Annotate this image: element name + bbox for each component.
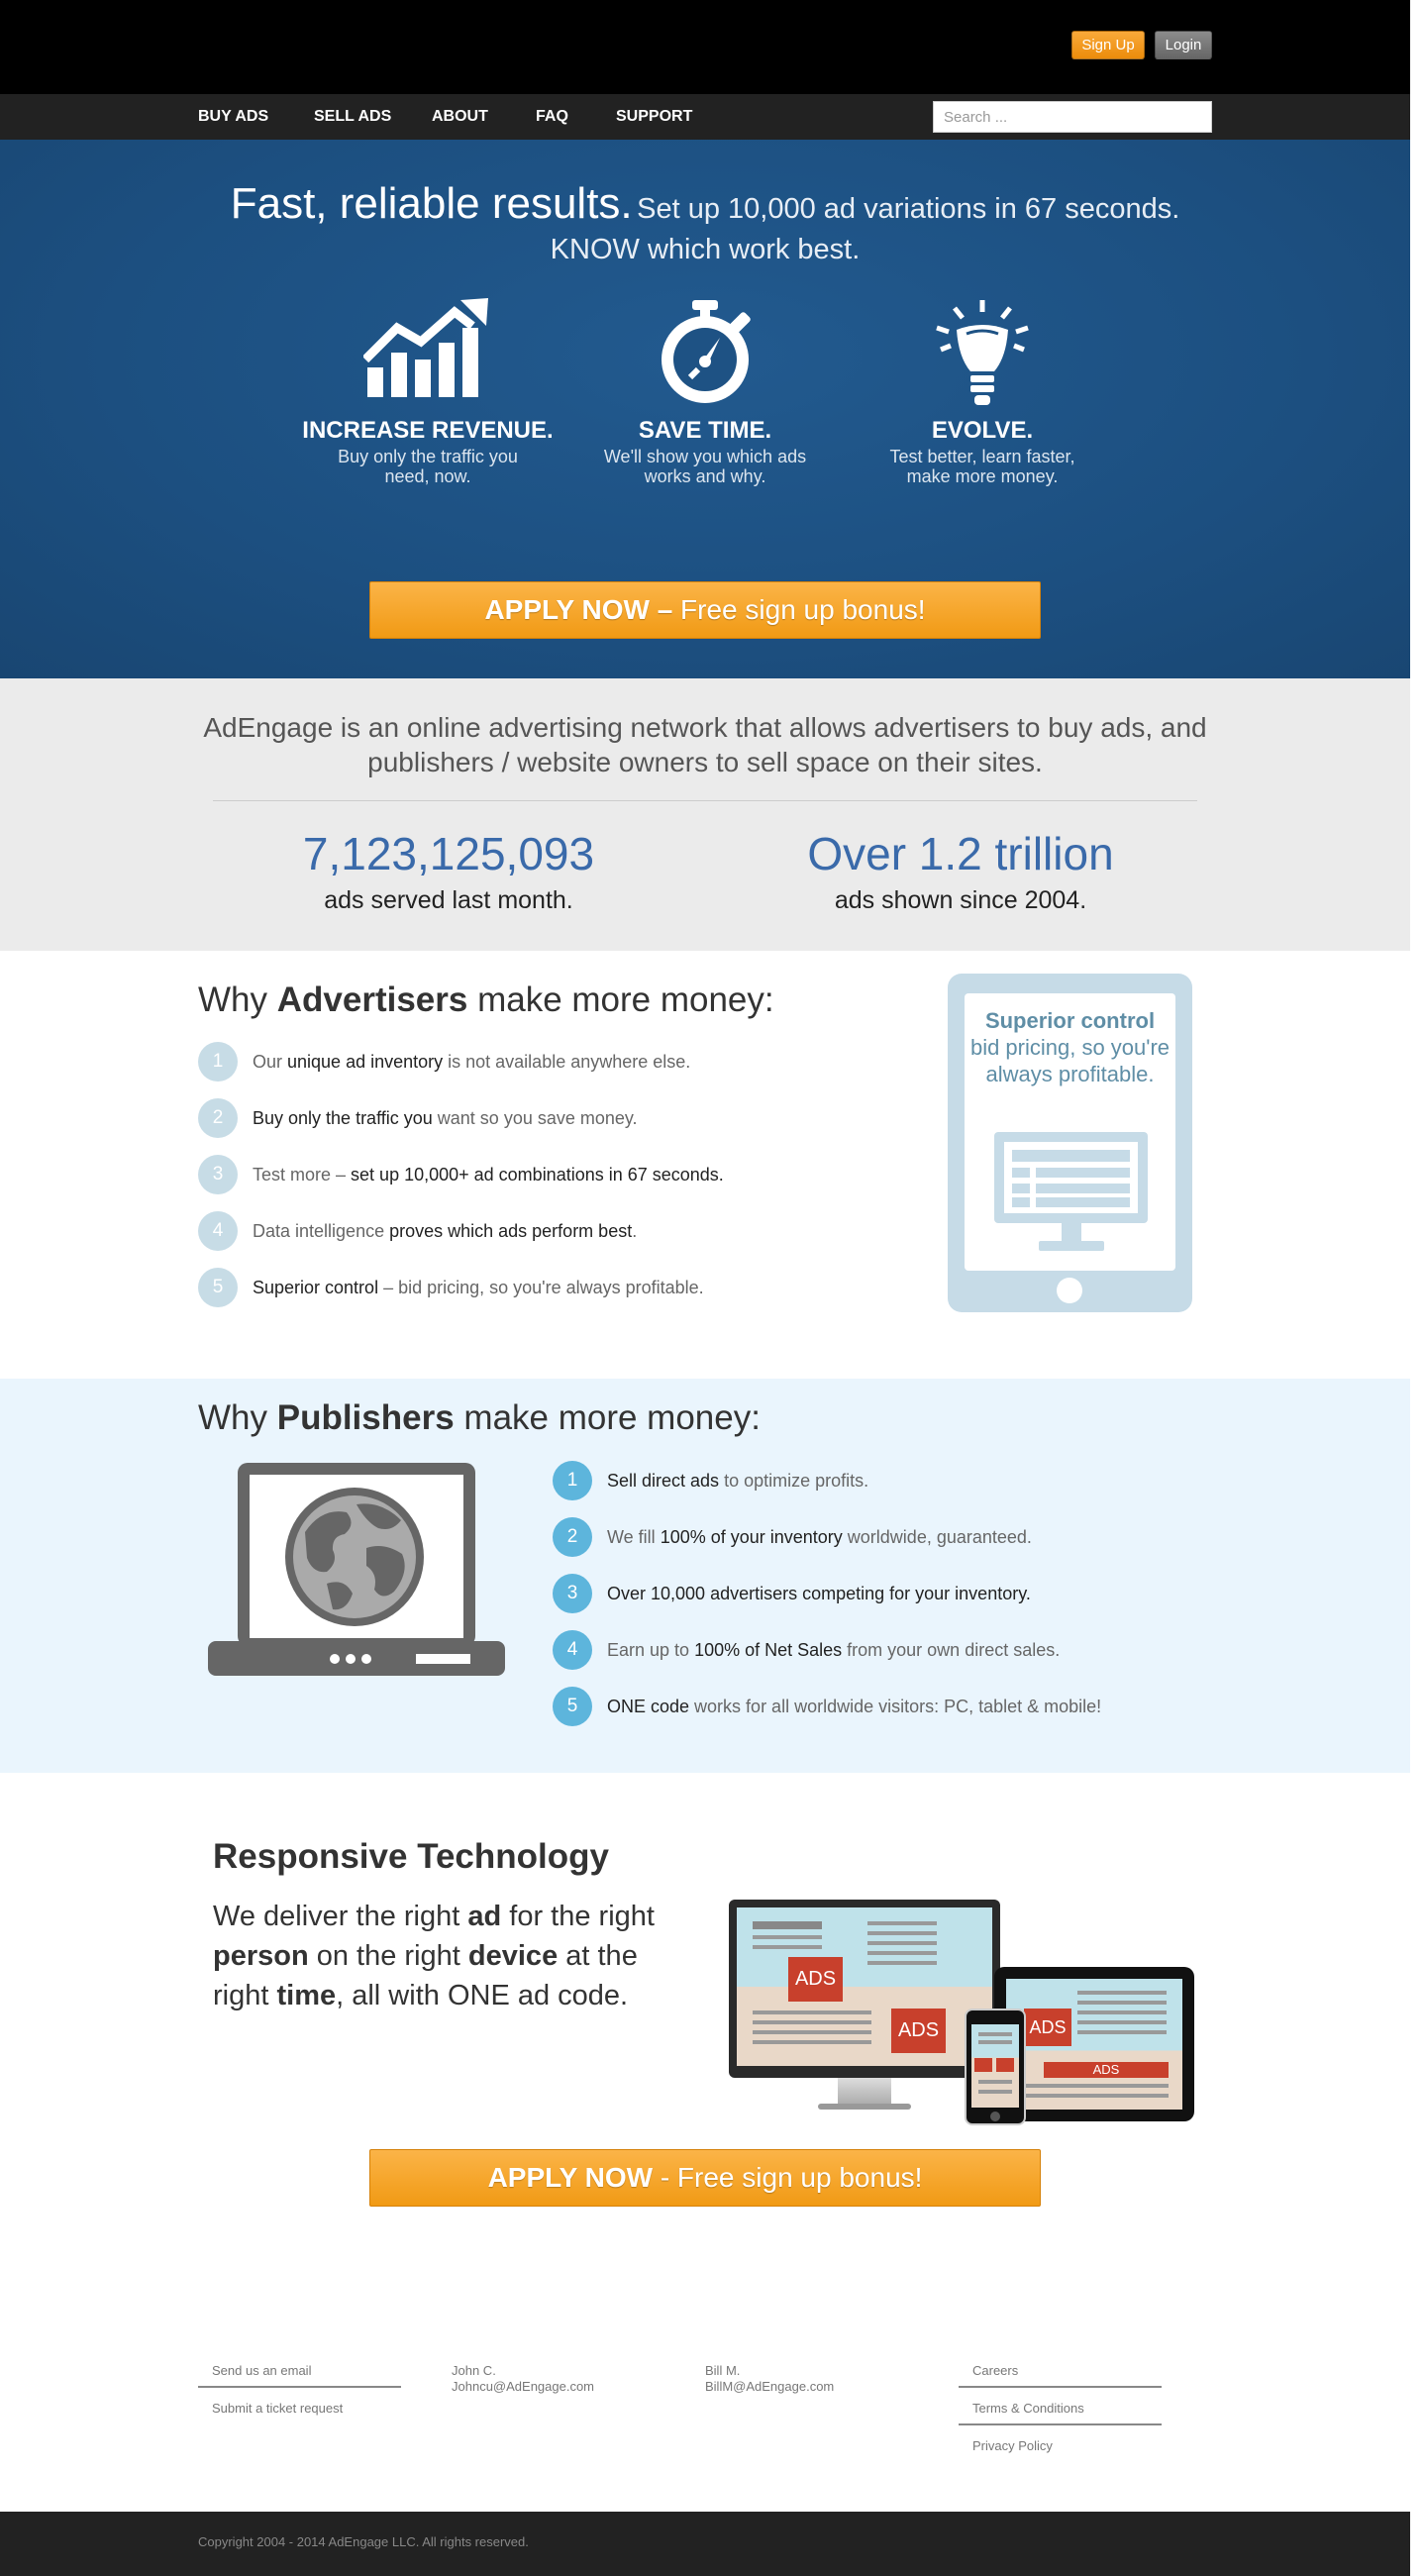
feature-desc: We'll show you which ads works and why. [603,447,807,486]
responsive-section [0,1773,1425,2298]
apply-now-label: APPLY NOW – [484,594,673,625]
list-item [553,1461,868,1500]
nav-about[interactable]: ABOUT [432,108,488,125]
devices-illustration [729,1900,1194,2127]
privacy-link[interactable]: Privacy Policy [972,2438,1053,2453]
list-item-text: Sell direct ads to optimize profits. [607,1470,869,1491]
home-button-icon [1057,1278,1082,1303]
feature-desc: Test better, learn faster, make more money. [889,447,1075,486]
stopwatch-icon [651,298,760,407]
about-text: AdEngage is an online advertising network that allows advertisers to buy ads, and publishers / website owners to sell space on their sites. [203,712,1207,777]
stat-label: ads served last month. [324,886,573,914]
title-emphasis: Publishers [276,1398,455,1437]
step-number: 3 [553,1574,592,1613]
nav-support[interactable]: SUPPORT [616,108,693,125]
send-email-link[interactable]: Send us an email [212,2363,312,2378]
list-item [553,1687,1101,1726]
apply-now-bonus: - Free sign up bonus! [653,2162,923,2193]
feature-save-time [576,298,834,486]
ad-block: ADS [891,2009,946,2053]
divider [959,2423,1162,2425]
stat-label: ads shown since 2004. [834,886,1087,914]
hero-title-main: Fast, reliable results. [230,179,633,228]
advertisers-section [0,951,1425,1379]
step-number: 1 [553,1461,592,1500]
hero-section [0,140,1425,678]
divider [213,800,1197,801]
terms-link[interactable]: Terms & Conditions [972,2401,1084,2416]
stat-ads-shown [713,827,1208,915]
laptop-globe-icon [208,1463,505,1676]
apply-now-bonus: Free sign up bonus! [672,594,926,625]
phone-device-icon [965,2009,1026,2125]
submit-ticket-link[interactable]: Submit a ticket request [212,2401,344,2416]
section-title: Responsive Technology [213,1837,609,1876]
list-item-text: We fill 100% of your inventory worldwide, guaranteed. [607,1526,1032,1547]
title-suffix: make more money: [467,980,774,1019]
feature-title: EVOLVE. [931,417,1034,444]
feature-title: SAVE TIME. [638,417,772,444]
title-prefix: Why [198,1398,277,1437]
list-item-text: Buy only the traffic you want so you save money. [253,1107,638,1128]
contact-email-link[interactable]: BillM@AdEngage.com [705,2379,835,2394]
step-number: 2 [553,1517,592,1557]
main-nav [0,94,1410,140]
responsive-description: We deliver the right ad for the right person on the right device at the right time, all with ONE ad code. [213,1901,655,2011]
hero-title [0,179,1410,229]
stat-ads-served [201,827,696,915]
list-item-text: Earn up to 100% of Net Sales from your own direct sales. [607,1639,1061,1660]
step-number: 5 [198,1268,238,1307]
contact-name: Bill M. [705,2363,741,2378]
feature-title: INCREASE REVENUE. [302,417,554,444]
list-item-text: Our unique ad inventory is not available anywhere else. [253,1051,691,1072]
tablet-caption: Superior control bid pricing, so you're always profitable. [969,1008,1171,1086]
list-item-text: Test more – set up 10,000+ ad combinations in 67 seconds. [253,1164,724,1185]
lightbulb-icon [933,298,1032,412]
copyright-text: Copyright 2004 - 2014 AdEngage LLC. All rights reserved. [198,2534,529,2549]
apply-now-button-bottom[interactable] [369,2149,1041,2207]
stat-number: Over 1.2 trillion [807,828,1114,879]
about-section [0,678,1425,951]
list-item [198,1042,690,1082]
growth-chart-icon [363,298,492,397]
hero-title-sub: Set up 10,000 ad variations in 67 seconds. [637,193,1180,225]
nav-buy-ads[interactable]: BUY ADS [198,108,269,125]
title-emphasis: Advertisers [276,980,468,1019]
search-input[interactable] [933,101,1212,133]
top-bar [0,0,1410,94]
step-number: 5 [553,1687,592,1726]
stat-number: 7,123,125,093 [302,828,595,879]
publishers-section [0,1379,1425,1773]
desktop-monitor-icon [729,1900,1000,2078]
monitor-icon [994,1132,1148,1256]
ad-block: ADS [788,1957,843,2002]
contact-email-link[interactable]: Johncu@AdEngage.com [452,2379,595,2394]
step-number: 4 [553,1630,592,1670]
step-number: 3 [198,1155,238,1194]
list-item [553,1630,1060,1670]
title-prefix: Why [198,980,277,1019]
nav-sell-ads[interactable]: SELL ADS [314,108,392,125]
feature-evolve [854,298,1111,486]
list-item [198,1098,638,1138]
apply-now-label: APPLY NOW [487,2162,654,2193]
divider [198,2386,401,2388]
ad-block: ADS [1024,2009,1071,2046]
login-button[interactable]: Login [1155,31,1212,59]
list-item [198,1211,637,1251]
ad-block: ADS [1044,2062,1169,2078]
scrollbar-track[interactable] [1410,0,1425,2576]
list-item-text: Superior control – bid pricing, so you're always profitable. [253,1277,704,1297]
list-item-text: Over 10,000 advertisers competing for your inventory. [607,1583,1031,1603]
title-suffix: make more money: [454,1398,761,1437]
sign-up-button[interactable]: Sign Up [1071,31,1145,59]
list-item [198,1155,724,1194]
nav-faq[interactable]: FAQ [536,108,568,125]
footer-links [0,2298,1425,2512]
list-item [198,1268,704,1307]
copyright-bar [0,2512,1410,2576]
step-number: 4 [198,1211,238,1251]
divider [959,2386,1162,2388]
step-number: 2 [198,1098,238,1138]
apply-now-button[interactable] [369,581,1041,639]
list-item [553,1574,1031,1613]
careers-link[interactable]: Careers [972,2363,1019,2378]
list-item [553,1517,1032,1557]
feature-increase-revenue [299,298,557,486]
step-number: 1 [198,1042,238,1082]
tablet-illustration [948,974,1192,1312]
list-item-text: Data intelligence proves which ads perform best. [253,1220,638,1241]
tablet-screen [965,993,1175,1271]
section-title [198,980,774,1020]
contact-name: John C. [452,2363,496,2378]
feature-desc: Buy only the traffic you need, now. [338,447,518,486]
list-item-text: ONE code works for all worldwide visitors: PC, tablet & mobile! [607,1696,1102,1716]
hero-title-line2: KNOW which work best. [550,234,861,265]
section-title [198,1398,761,1438]
